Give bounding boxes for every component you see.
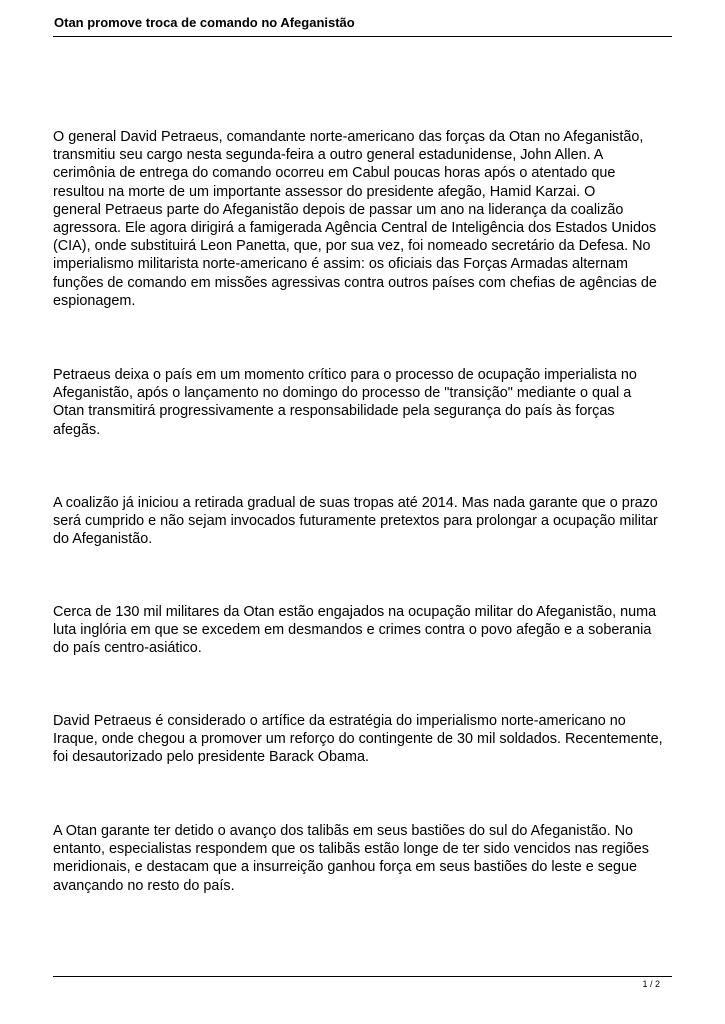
paragraph-3: A coalizão já iniciou a retirada gradual de suas tropas até 2014. Mas nada garante que o prazo será cumprido e não sejam invocados futuramente pretextos para prolongar a ocupação militar do Afeganistão. bbox=[53, 495, 658, 548]
document-title: Otan promove troca de comando no Afeganistão bbox=[54, 15, 355, 30]
paragraph-2: Petraeus deixa o país em um momento crítico para o processo de ocupação imperialista no Afeganistão, após o lançamento no domingo do processo de "transição" mediante o qual a Otan transmitirá progressivamente a responsabilidade pela segurança do país às forças afegãs. bbox=[53, 367, 637, 438]
paragraph-6: A Otan garante ter detido o avanço dos talibãs em seus bastiões do sul do Afeganistão. No entanto, especialistas respondem que os talibãs estão longe de ter sido vencidos nas regiões meridionais, e destacam que a insurreição ganhou força em seus bastiões do leste e segue avançando no resto do país. bbox=[53, 823, 649, 894]
paragraph-4: Cerca de 130 mil militares da Otan estão engajados na ocupação militar do Afeganistão, numa luta inglória em que se excedem em desmandos e crimes contra o povo afegão e a soberania do país centro-asiático. bbox=[53, 604, 657, 657]
page-number: 1 / 2 bbox=[642, 979, 660, 989]
paragraph-5: David Petraeus é considerado o artífice da estratégia do imperialismo norte-americano no Iraque, onde chegou a promover um reforço do contingente de 30 mil soldados. Recentemente, foi desautorizado pelo presidente Barack Obama. bbox=[53, 713, 663, 766]
page-header bbox=[53, 14, 672, 37]
paragraph-1: O general David Petraeus, comandante norte-americano das forças da Otan no Afeganistão, transmitiu seu cargo nesta segunda-feira a outro general estadunidense, John Allen. A cerimônia de entrega do comando ocorreu em Cabul poucas horas após o atentado que resultou na morte de um importante assessor do presidente afegão, Hamid Karzai. O general Petraeus parte do Afeganistão depois de passar um ano na liderança da coalizão agressora. Ele agora dirigirá a famigerada Agência Central de Inteligência dos Estados Unidos (CIA), onde substituirá Leon Panetta, que, por sua vez, foi nomeado secretário da Defesa. No imperialismo militarista norte-americano é assim: os oficiais das Forças Armadas alternam funções de comando em missões agressivas contra outros países com chefias de agências de espionagem. bbox=[53, 129, 657, 309]
page-footer bbox=[53, 976, 672, 989]
